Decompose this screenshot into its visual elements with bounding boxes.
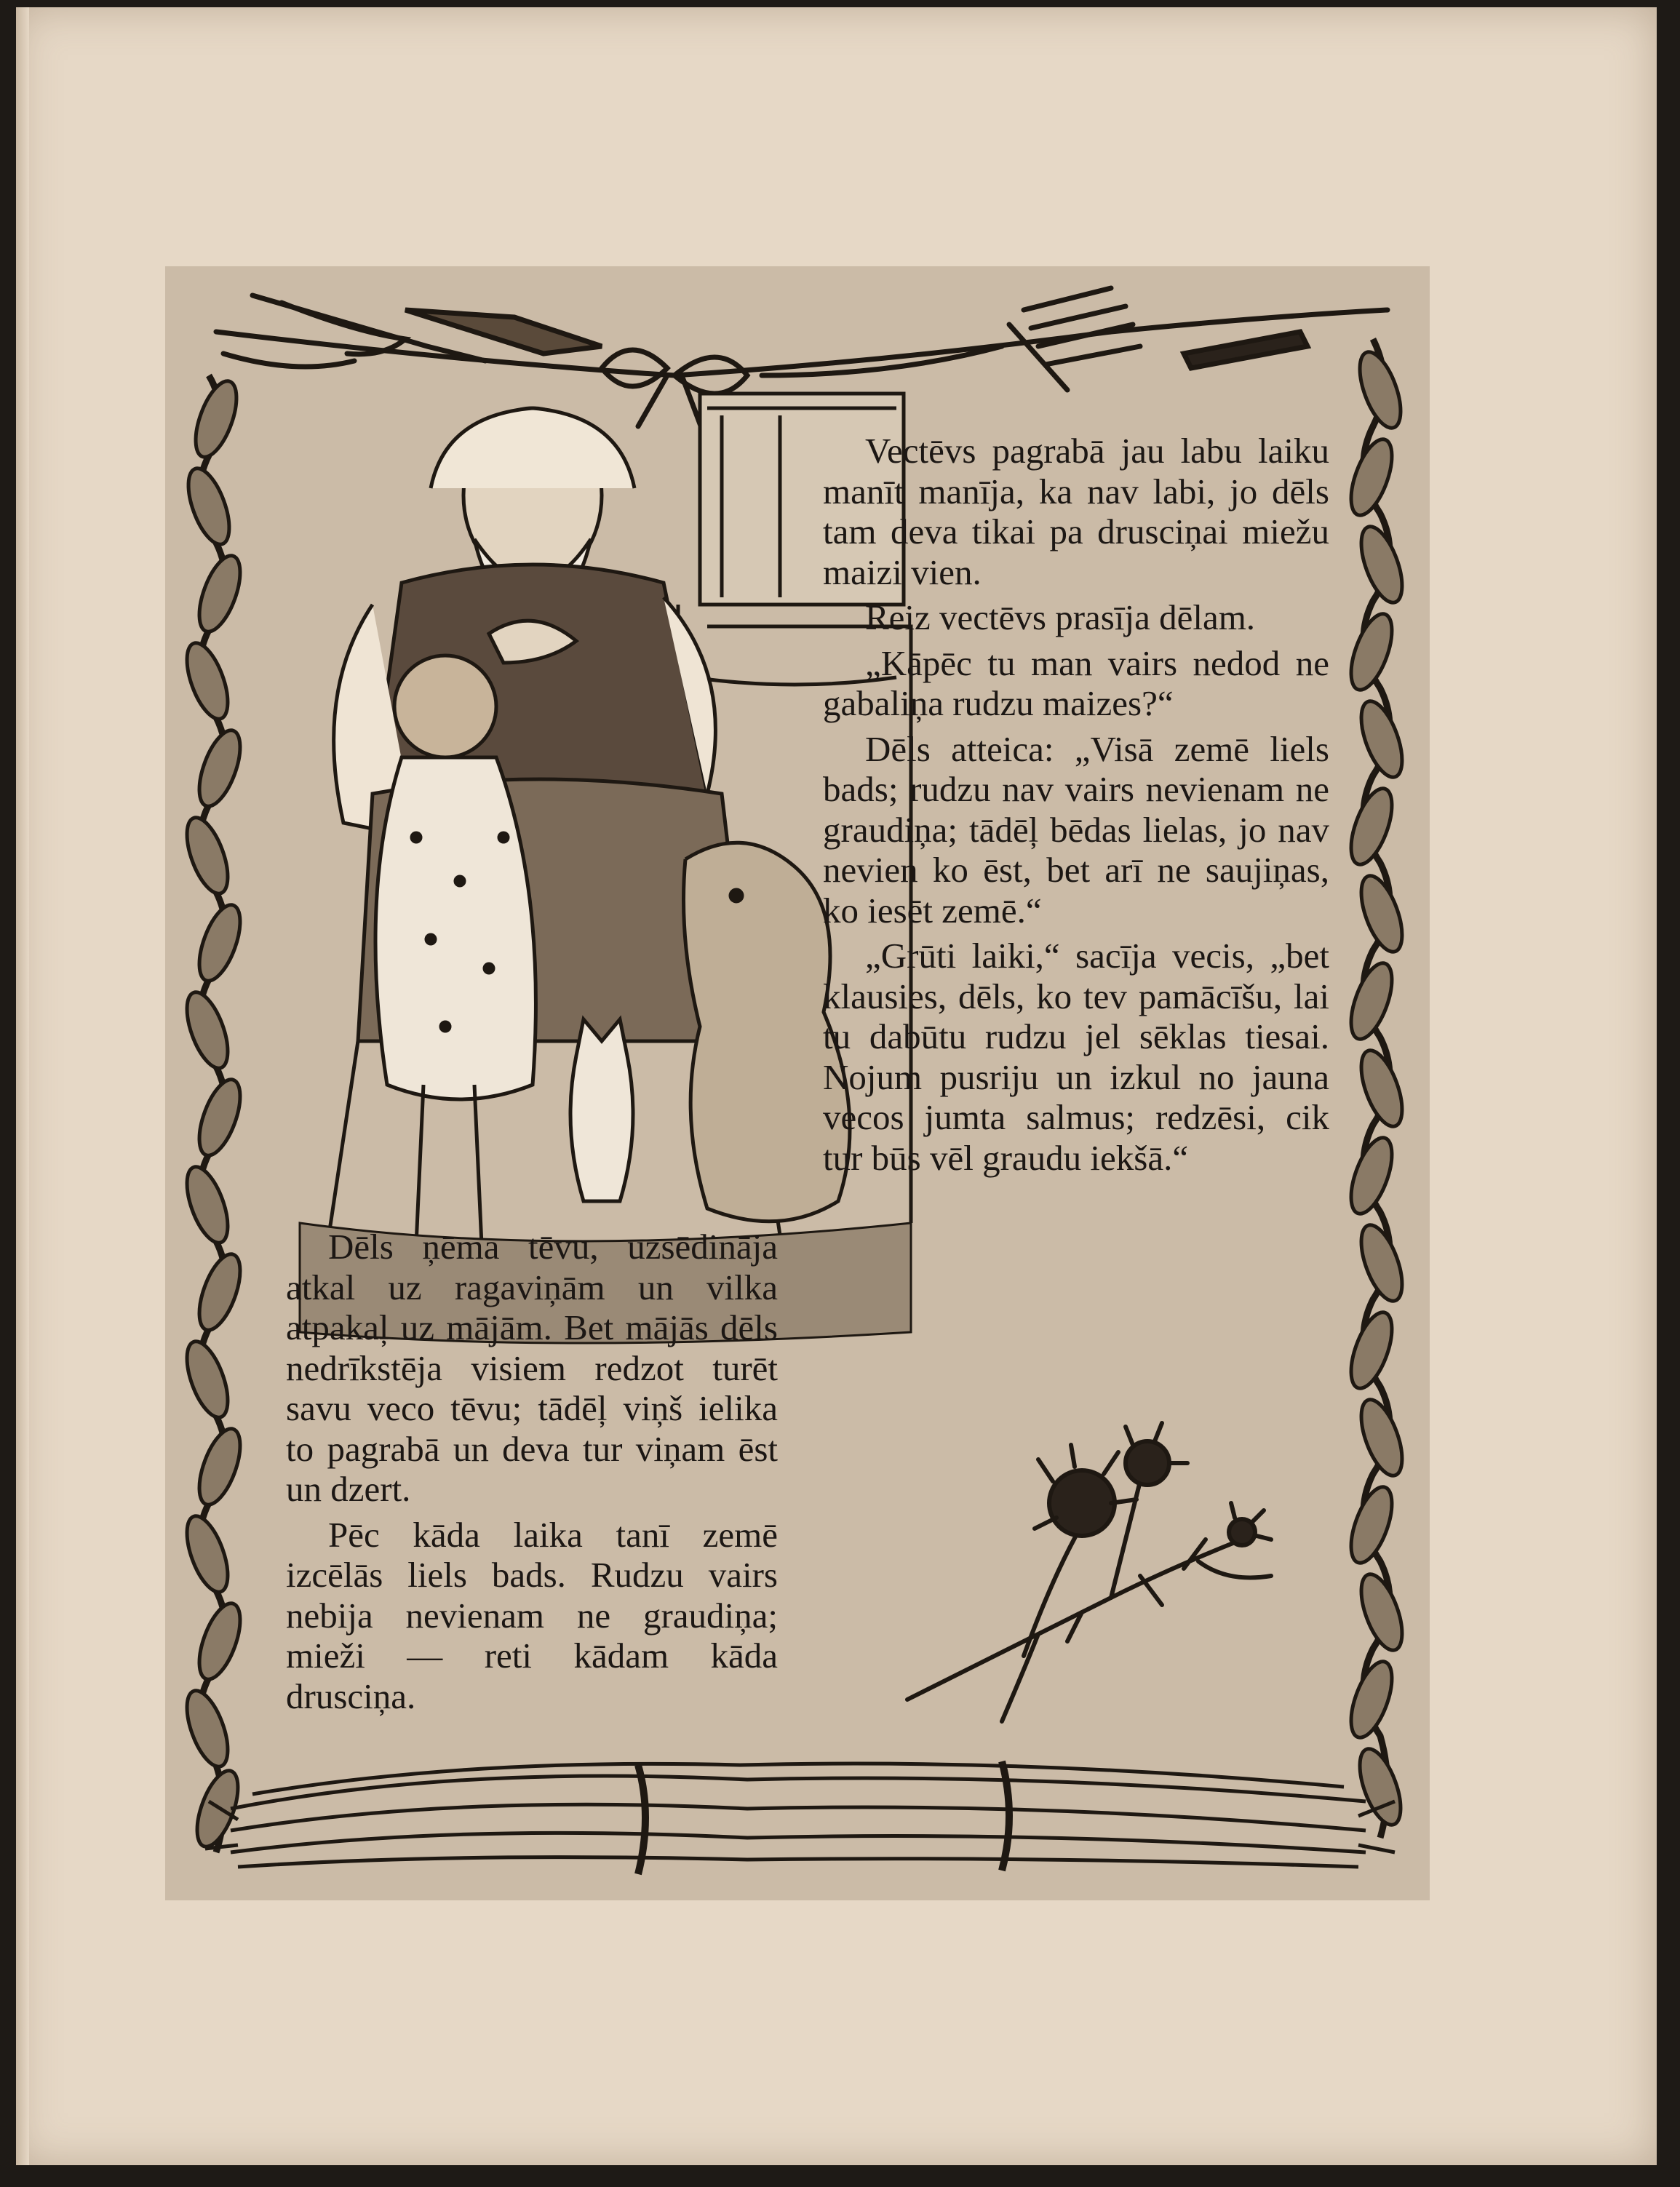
illustrated-panel xyxy=(165,266,1430,1900)
paragraph: „Grūti laiki,“ sacīja vecis, „bet klausies, dēls, ko tev pamācīšu, lai tu dabūtu rudzu jel sēklas tiesai. Nojum pusriju un izkul no jauna vecos jumta salmus; redzēsi, cik tur būs vēl graudu iekšā.“ xyxy=(823,936,1329,1178)
text-column-left xyxy=(286,1227,778,1721)
paragraph: Vectēvs pagrabā jau labu laiku manīt manīja, ka nav labi, jo dēls tam deva tikai pa drusciņai miežu maizi vien. xyxy=(823,431,1329,592)
paragraph: Reiz vectēvs prasīja dēlam. xyxy=(865,597,1256,637)
cornflower-icon xyxy=(893,1394,1300,1758)
wheat-braid-icon xyxy=(179,375,249,1852)
paragraph: Dēls atteica: „Visā zemē liels bads; rudzu nav vairs nevienam ne graudiņa; tādēļ bēdas lielas, jo nav nevien ko ēst, bet arī ne saujiņas, ko iesēt zemē.“ xyxy=(823,728,1329,931)
text-column-right xyxy=(823,431,1329,1183)
paragraph: „Kāpēc tu man vairs nedod ne gabaliņa rudzu maizes?“ xyxy=(823,642,1329,723)
paragraph: Dēls ņēma tēvu, uzsēdināja atkal uz ragaviņām un vilka atpakaļ uz mājām. Bet mājās dēls nedrīkstēja visiem redzot turēt savu veco tēvu; tādēļ viņš ielika to pagrabā un deva tur viņam ēst un dzert. xyxy=(286,1227,778,1509)
page-binding-edge xyxy=(16,7,29,2165)
book-page xyxy=(16,7,1657,2165)
paragraph: Pēc kāda laika tanī zemē izcēlās liels bads. Rudzu vairs nebija nevienam ne graudiņa; mieži — reti kādam kāda drusciņa. xyxy=(286,1514,778,1716)
wheat-braid-icon xyxy=(1343,339,1411,1838)
wheat-sheaf-icon xyxy=(205,1761,1395,1874)
